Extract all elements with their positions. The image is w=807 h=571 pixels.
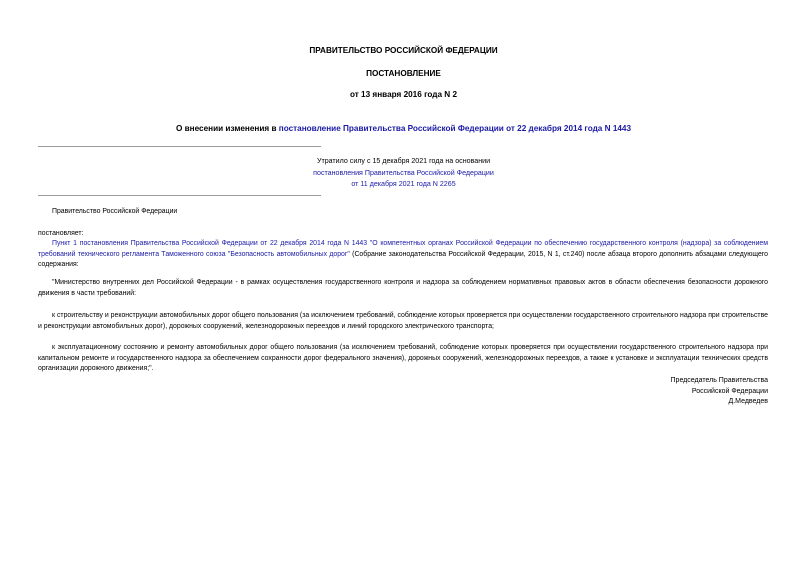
signature-name: Д.Медведев: [728, 398, 768, 406]
paragraph-1: [38, 239, 768, 271]
signature-block: [568, 376, 768, 408]
status-note: [240, 156, 567, 191]
subject-link[interactable]: постановление Правительства Российской Федерации от 22 декабря 2014 года N 1443: [278, 124, 632, 133]
status-note-link[interactable]: постановления Правительства Российской Федерации: [313, 168, 494, 177]
signature-title: Председатель Правительства: [670, 377, 768, 384]
status-note-link-date[interactable]: от 11 декабря 2021 года N 2265: [351, 180, 456, 189]
subject-prefix: О внесении изменения в: [175, 124, 279, 133]
paragraph-3: к строительству и реконструкции автомобильных дорог общего пользования (за исключением требований, соблюдение которых проверяется при осуществлении государственного строительного надзора при строительстве и реконструкции автомобильных дорог), дорожных сооружений, железнодорожных переездов и линий городского электрического транспорта;: [38, 312, 768, 330]
document-subject: [0, 124, 807, 133]
paragraph-2: "Министерство внутренних дел Российской Федерации - в рамках осуществления государственного контроля и надзора за соблюдением нормативных правовых актов в области обеспечения безопасности дорожного движения в части требований:: [38, 279, 768, 297]
document-type: ПОСТАНОВЛЕНИЕ: [366, 69, 441, 78]
document-date-number: от 13 января 2016 года N 2: [349, 90, 458, 99]
paragraph-1-link[interactable]: Пункт 1 постановления Правительства Российской Федерации от 22 декабря 2014 года N 1443 "О компетентных органах Российской Федерации по обеспечению государственного контроля (надзора) за соблюдением требований технического регламента Таможенного союза "Безопасность автомобильных дорог": [38, 240, 768, 258]
resolves-line: постановляет:: [38, 230, 84, 237]
bottom-divider: [38, 195, 321, 196]
paragraph-1-text: (Собрание законодательства Российской Федерации, 2015, N 1, ст.240) после абзаца второго дополнить абзацами следующего содержания:: [38, 250, 768, 269]
paragraph-4: к эксплуатационному состоянию и ремонту автомобильных дорог общего пользования (за исключением требований, соблюдение которых проверяется при осуществлении государственного строительного надзора при капитальном ремонте и государственного надзора за обеспечением сохранности дорог федерального значения), дорожных сооружений, железнодорожных переездов, а также к установке и эксплуатации технических средств организации дорожного движения;".: [38, 344, 768, 373]
status-note-text: Утратило силу с 15 декабря 2021 года на основании: [316, 157, 491, 165]
government-line: Правительство Российской Федерации: [52, 208, 178, 215]
top-divider: [38, 146, 321, 147]
signature-org: Российской Федерации: [691, 387, 768, 395]
government-heading: ПРАВИТЕЛЬСТВО РОССИЙСКОЙ ФЕДЕРАЦИИ: [309, 46, 498, 55]
